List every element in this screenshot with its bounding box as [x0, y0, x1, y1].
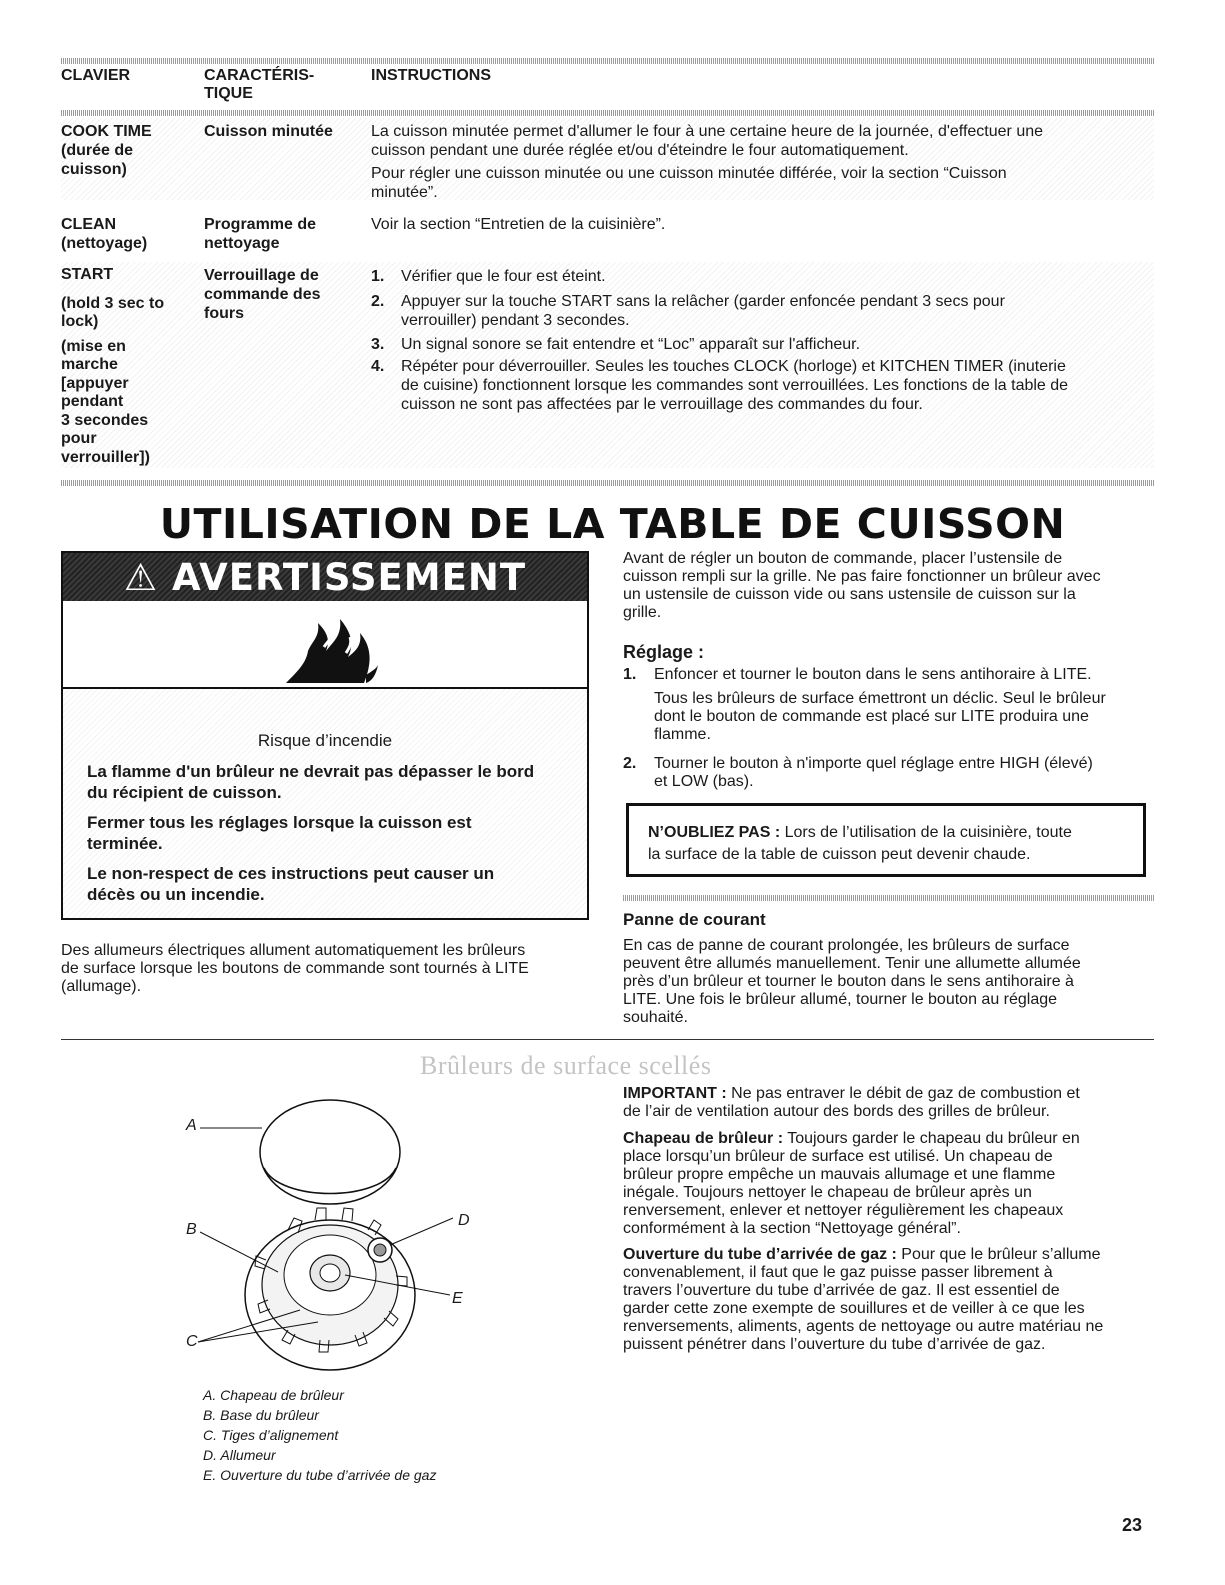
ouverture-paragraph: Ouverture du tube d’arrivée de gaz : Pour que le brûleur s’allume convenablement, il faut que le gaz puisse passer librement à travers l’ouverture du tube d’arrivée de gaz. Il est essentiel de garder cette zone exempte de souillures et de veiller à ce que les renversements, aliments, agents de nettoyage ou autre matériau ne puissent pénétrer dans l’ouverture du tube d’arrivée de gaz. — [623, 1246, 1104, 1353]
warning-header-label: AVERTISSEMENT — [171, 556, 527, 599]
reglage-step-1-detail: Tous les brûleurs de surface émettront un déclic. Seul le brûleur dont le bouton de commande est placé sur LITE produira une flamme. — [654, 690, 1106, 743]
header-caracteristique: CARACTÉRIS- TIQUE — [204, 67, 315, 102]
reglage-step-2: Tourner le bouton à n'importe quel réglage entre HIGH (élevé) et LOW (bas). — [654, 755, 1093, 790]
important-label: IMPORTANT : — [623, 1085, 727, 1102]
reminder-box — [626, 803, 1146, 877]
header-instructions: INSTRUCTIONS — [371, 67, 491, 84]
header-clavier: CLAVIER — [61, 67, 131, 84]
diagram-captions: A. Chapeau de brûleur B. Base du brûleur C. Tiges d’alignement D. Allumeur E. Ouverture du tube d’arrivée de gaz — [203, 1387, 437, 1483]
step-number: 4. — [371, 358, 385, 375]
panne-rule — [623, 895, 1154, 901]
diagram-label-a: A — [186, 1117, 197, 1134]
page-number: 23 — [1122, 1515, 1143, 1535]
reminder-text: N’OUBLIEZ PAS : Lors de l’utilisation de la cuisinière, toute la surface de la table de cuisson peut devenir chaude. — [648, 824, 1072, 863]
step-number: 3. — [371, 336, 385, 353]
section-rule — [61, 1039, 1154, 1040]
intro-paragraph: Avant de régler un bouton de commande, placer l’ustensile de cuisson rempli sur la grille. Ne pas faire fonctionner un brûleur avec un ustensile de cuisson vide ou sans ustensile de cuisson sur la grille. — [623, 550, 1101, 621]
key-clean: CLEAN (nettoyage) — [61, 216, 148, 252]
warning-line: Fermer tous les réglages lorsque la cuisson est terminée. — [87, 813, 472, 853]
igniters-paragraph: Des allumeurs électriques allument automatiquement les brûleurs de surface lorsque les boutons de commande sont tournés à LITE (allumage). — [61, 942, 529, 995]
warning-line: La flamme d'un brûleur ne devrait pas dépasser le bord du récipient de cuisson. — [87, 762, 535, 802]
diagram-label-c: C — [186, 1333, 198, 1350]
key-start: START (hold 3 sec to lock) (mise en marche [appuyer pendant 3 secondes pour verrouiller]) — [61, 266, 165, 466]
diagram-label-e: E — [452, 1290, 463, 1307]
table-header-rule — [61, 110, 1154, 116]
feature-verrouillage: Verrouillage de commande des fours — [204, 267, 321, 322]
ouverture-label: Ouverture du tube d’arrivée de gaz : — [623, 1246, 897, 1263]
panne-heading: Panne de courant — [623, 910, 766, 929]
instructions-cook-time: La cuisson minutée permet d'allumer le four à une certaine heure de la journée, d'effectuer une cuisson pendant une durée réglée et/ou d'éteindre le four automatiquement. Pour régler une cuisson minutée ou une cuisson minutée différée, voir la section “Cuisson minutée”. — [371, 123, 1044, 201]
reglage-step-number: 1. — [623, 666, 637, 683]
reglage-step-number: 2. — [623, 755, 637, 772]
table-bottom-rule — [61, 480, 1154, 486]
step-number: 2. — [371, 293, 385, 310]
table-top-rule — [61, 58, 1154, 64]
reglage-step-1: Enfoncer et tourner le bouton dans le sens antihoraire à LITE. — [654, 666, 1092, 683]
chapeau-label: Chapeau de brûleur : — [623, 1130, 784, 1147]
chapeau-paragraph: Chapeau de brûleur : Toujours garder le chapeau du brûleur en place lorsqu’un brûleur de surface est utilisé. Un chapeau de brûleur propre empêche un mauvais allumage et une flamme inégale. Toujours nettoyer le chapeau de brûleur après un renversement, enlever et nettoyer régulièrement les chapeaux conformément à la section “Nettoyage général”. — [623, 1130, 1080, 1237]
reglage-heading: Réglage : — [623, 642, 705, 662]
fire-icon — [268, 611, 388, 685]
reminder-label: N’OUBLIEZ PAS : — [648, 824, 781, 841]
burner-diagram — [170, 1090, 490, 1380]
feature-cuisson-minutee: Cuisson minutée — [204, 123, 333, 140]
panne-paragraph: En cas de panne de courant prolongée, les brûleurs de surface peuvent être allumés manuellement. Tenir une allumette allumée près d’un brûleur et tourner le bouton dans le sens antihoraire à LITE. Une fois le brûleur allumé, tourner le bouton au réglage souhaité. — [623, 937, 1081, 1026]
warning-triangle-icon: ⚠ — [123, 556, 159, 599]
step-text: Un signal sonore se fait entendre et “Loc” apparaît sur l'afficheur. — [401, 336, 861, 353]
feature-programme-nettoyage: Programme de nettoyage — [204, 216, 317, 252]
step-text: Vérifier que le four est éteint. — [401, 268, 606, 285]
warning-risk-title: Risque d’incendie — [257, 731, 393, 750]
step-text: Appuyer sur la touche START sans la relâcher (garder enfoncée pendant 3 secs pour verrouiller) pendant 3 secondes. — [401, 293, 1005, 329]
key-cook-time: COOK TIME (durée de cuisson) — [61, 123, 152, 178]
important-paragraph: IMPORTANT : Ne pas entraver le débit de gaz de combustion et de l’air de ventilation autour des bords des grilles de brûleur. — [623, 1085, 1080, 1120]
warning-box — [61, 551, 589, 920]
step-number: 1. — [371, 268, 385, 285]
section-title: Brûleurs de surface scellés — [420, 1051, 712, 1080]
page-title: UTILISATION DE LA TABLE DE CUISSON — [159, 500, 1066, 548]
step-text: Répéter pour déverrouiller. Seules les touches CLOCK (horloge) et KITCHEN TIMER (inuterie de cuisine) fonctionnent lorsque les commandes sont verrouillées. Les fonctions de la table de cuisson ne sont pas affectées par le verrouillage des commandes du four. — [401, 358, 1069, 413]
warning-header — [63, 553, 587, 601]
warning-line: Le non-respect de ces instructions peut causer un décès ou un incendie. — [87, 864, 495, 904]
diagram-label-d: D — [458, 1212, 470, 1229]
instructions-clean: Voir la section “Entretien de la cuisinière”. — [371, 216, 666, 233]
diagram-label-b: B — [186, 1221, 197, 1238]
